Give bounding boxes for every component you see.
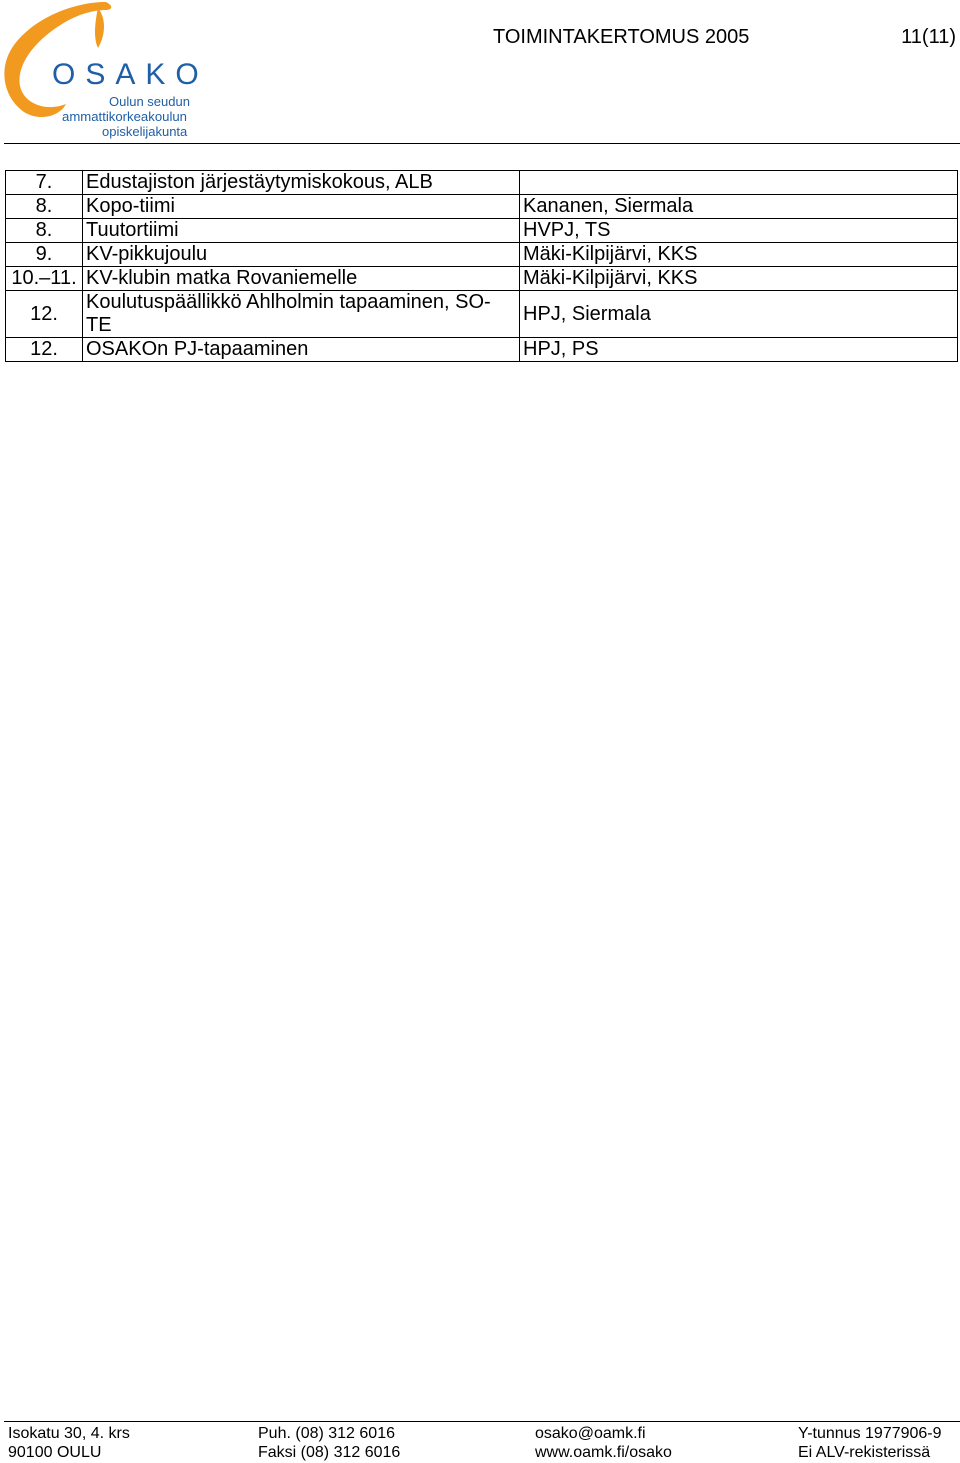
footer-business-id: Y-tunnus 1977906-9: [798, 1425, 942, 1442]
event-name: Edustajiston järjestäytymiskokous, ALB: [83, 171, 520, 195]
footer-email: osako@oamk.fi: [535, 1425, 646, 1442]
event-date: 8.: [6, 219, 83, 243]
logo-line-1: Oulun seudun: [109, 94, 190, 109]
table-row: [6, 171, 958, 195]
header-divider: [4, 143, 960, 144]
event-date: 8.: [6, 195, 83, 219]
table-row: [6, 291, 958, 338]
event-date: 12.: [6, 338, 83, 362]
event-responsible: [520, 171, 958, 195]
footer-divider: [4, 1421, 960, 1422]
events-table: [5, 170, 958, 362]
footer-phone-number: Puh. (08) 312 6016: [258, 1425, 395, 1442]
table-row: [6, 243, 958, 267]
logo-swoosh-tail: [95, 8, 104, 48]
event-name: OSAKOn PJ-tapaaminen: [83, 338, 520, 362]
osako-logo: [2, 0, 209, 142]
event-date: 7.: [6, 171, 83, 195]
footer-web: [535, 1424, 672, 1462]
event-responsible: Kananen, Siermala: [520, 195, 958, 219]
footer-vat-status: Ei ALV-rekisterissä: [798, 1444, 931, 1461]
event-responsible: Mäki-Kilpijärvi, KKS: [520, 243, 958, 267]
document-title: TOIMINTAKERTOMUS 2005: [493, 26, 750, 48]
event-responsible: HPJ, Siermala: [520, 291, 958, 338]
footer-business: [798, 1424, 942, 1462]
table-row: [6, 219, 958, 243]
event-date: 12.: [6, 291, 83, 338]
footer-city: 90100 OULU: [8, 1444, 102, 1461]
event-name: KV-klubin matka Rovaniemelle: [83, 267, 520, 291]
event-responsible: HPJ, PS: [520, 338, 958, 362]
event-date: 9.: [6, 243, 83, 267]
table-row: [6, 195, 958, 219]
event-date: 10.–11.: [6, 267, 83, 291]
page-number: 11(11): [901, 26, 956, 48]
footer-street: Isokatu 30, 4. krs: [8, 1425, 130, 1442]
footer-address: [8, 1424, 130, 1462]
event-responsible: Mäki-Kilpijärvi, KKS: [520, 267, 958, 291]
footer-fax-number: Faksi (08) 312 6016: [258, 1444, 401, 1461]
footer-website: www.oamk.fi/osako: [535, 1444, 672, 1461]
logo-line-2: ammattikorkeakoulun: [62, 109, 187, 124]
logo-line-3: opiskelijakunta: [102, 124, 188, 139]
event-name: Koulutuspäällikkö Ahlholmin tapaaminen, SO-TE: [83, 291, 520, 338]
event-name: KV-pikkujoulu: [83, 243, 520, 267]
table-row: [6, 267, 958, 291]
logo-word: OSAKO: [52, 58, 209, 91]
event-responsible: HVPJ, TS: [520, 219, 958, 243]
table-row: [6, 338, 958, 362]
footer-phone: [258, 1424, 400, 1462]
event-name: Kopo-tiimi: [83, 195, 520, 219]
event-name: Tuutortiimi: [83, 219, 520, 243]
